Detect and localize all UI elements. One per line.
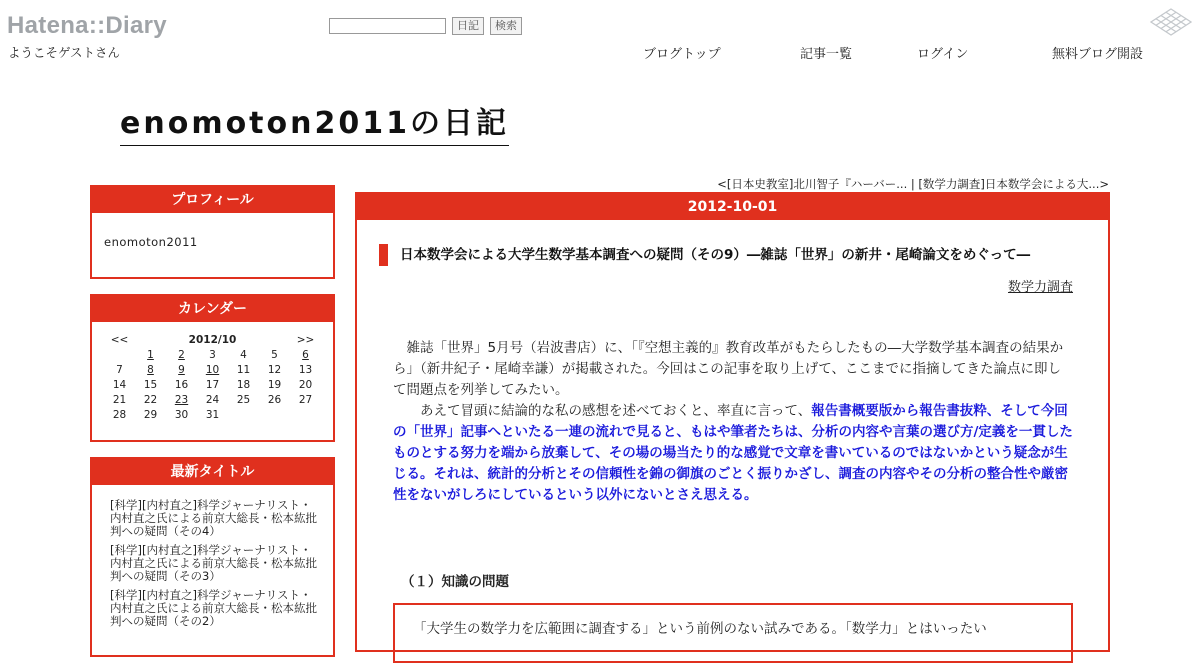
blog-title[interactable]: enomoton2011の日記 bbox=[120, 98, 509, 146]
calendar-day: 14 bbox=[112, 378, 127, 391]
calendar-day: 7 bbox=[116, 363, 123, 376]
nav-create-blog[interactable]: 無料ブログ開設 bbox=[1052, 47, 1144, 62]
entry-paragraph bbox=[393, 401, 1073, 506]
hatena-logo-icon[interactable] bbox=[1150, 8, 1192, 40]
recent-titles-heading: 最新タイトル bbox=[92, 459, 333, 485]
calendar-day: 11 bbox=[236, 363, 251, 376]
quote-text: 「大学生の数学力を広範囲に調査する」という前例のない試みである。「数学力」とはいったい bbox=[413, 621, 987, 637]
pager-separator: | bbox=[910, 177, 915, 191]
profile-user-link[interactable]: enomoton2011 bbox=[104, 235, 198, 249]
calendar-day: 19 bbox=[267, 378, 282, 391]
prev-entry-link[interactable]: <[日本史教室]北川智子『ハーバー... bbox=[717, 177, 908, 191]
calendar-day: 5 bbox=[271, 348, 278, 361]
calendar-day: 13 bbox=[298, 363, 313, 376]
calendar-empty-cell bbox=[228, 407, 259, 422]
calendar-prev-link[interactable]: << bbox=[110, 333, 129, 346]
calendar-day: 29 bbox=[143, 408, 158, 421]
calendar-day: 30 bbox=[174, 408, 189, 421]
calendar-day[interactable]: 1 bbox=[147, 348, 154, 361]
calendar-day: 21 bbox=[112, 393, 127, 406]
calendar-day: 4 bbox=[240, 348, 247, 361]
calendar-day: 12 bbox=[267, 363, 282, 376]
quote-box bbox=[393, 603, 1073, 663]
calendar-empty-cell bbox=[290, 407, 321, 422]
calendar-heading: カレンダー bbox=[92, 296, 333, 322]
recent-title-item[interactable]: [科学][内村直之]科学ジャーナリスト・内村直之氏による前京大総長・松本紘批判への疑問（その4） bbox=[110, 498, 317, 538]
calendar-day: 22 bbox=[143, 393, 158, 406]
calendar-day[interactable]: 23 bbox=[174, 393, 189, 406]
search-button[interactable]: 検索 bbox=[490, 17, 522, 35]
entry-date[interactable]: 2012-10-01 bbox=[357, 194, 1108, 220]
entry-panel bbox=[355, 192, 1110, 652]
calendar-day: 15 bbox=[143, 378, 158, 391]
calendar-day: 16 bbox=[174, 378, 189, 391]
calendar-empty-cell bbox=[259, 407, 290, 422]
calendar-table bbox=[104, 332, 321, 422]
calendar-day: 28 bbox=[112, 408, 127, 421]
entry-paragraph: 雑誌「世界」5月号（岩波書店）に、「『空想主義的』教育改革がもたらしたもの―大学数学基本調査の結果から」（新井紀子・尾崎幸謙）が掲載された。今回はこの記事を取り上げて、ここまでに指摘してきた論点に即して問題点を列挙してみたい。 bbox=[393, 340, 1064, 398]
entry-body bbox=[393, 338, 1073, 506]
entry-pager bbox=[717, 176, 1109, 192]
diary-button[interactable]: 日記 bbox=[452, 17, 484, 35]
calendar-day: 25 bbox=[236, 393, 251, 406]
calendar-day: 3 bbox=[209, 348, 216, 361]
calendar-day[interactable]: 10 bbox=[205, 363, 220, 376]
calendar-next-link[interactable]: >> bbox=[296, 333, 315, 346]
calendar-day: 27 bbox=[298, 393, 313, 406]
search-input[interactable] bbox=[329, 18, 446, 34]
calendar-empty-cell bbox=[104, 347, 135, 362]
calendar-day: 20 bbox=[298, 378, 313, 391]
profile-heading: プロフィール bbox=[92, 187, 333, 213]
next-entry-link[interactable]: [数学力調査]日本数学会による大...> bbox=[918, 177, 1109, 191]
search-bar bbox=[329, 17, 522, 35]
nav-login[interactable]: ログイン bbox=[917, 47, 969, 62]
section-heading: （１）知識の問題 bbox=[401, 574, 509, 590]
nav-blog-top[interactable]: ブログトップ bbox=[643, 47, 721, 62]
calendar-day: 31 bbox=[205, 408, 220, 421]
category-link[interactable]: 数学力調査 bbox=[1007, 280, 1073, 295]
calendar-day[interactable]: 6 bbox=[302, 348, 309, 361]
recent-title-item[interactable]: [科学][内村直之]科学ジャーナリスト・内村直之氏による前京大総長・松本紘批判への疑問（その2） bbox=[110, 588, 317, 628]
calendar-day[interactable]: 9 bbox=[178, 363, 185, 376]
welcome-text: ようこそゲストさん bbox=[8, 45, 121, 60]
calendar-day: 17 bbox=[205, 378, 220, 391]
emphasized-text: 報告書概要版から報告書抜粋、そして今回の「世界」記事へといたる一連の流れで見ると、もはや筆者たちは、分析の内容や言葉の選び方/定義を一貫したものとする努力を端から放棄して、その場の場当たり的な感覚で文章を書いているのではないかという疑念が生じる。それは、統計的分析とその信頼性を錦の御旗のごとく振りかざし、調査の内容やその分析の整合性や厳密性をないがしろにしているという以外にないとさえ思える。 bbox=[393, 403, 1073, 503]
calendar-day: 18 bbox=[236, 378, 251, 391]
recent-titles-panel bbox=[90, 457, 335, 657]
profile-panel bbox=[90, 185, 335, 279]
entry-title[interactable]: 日本数学会による大学生数学基本調査への疑問（その9）―雑誌「世界」の新井・尾崎論文をめぐって― bbox=[379, 244, 1030, 266]
recent-title-item[interactable]: [科学][内村直之]科学ジャーナリスト・内村直之氏による前京大総長・松本紘批判への疑問（その3） bbox=[110, 543, 317, 583]
paragraph-text: あえて冒頭に結論的な私の感想を述べておくと、率直に言って、 bbox=[393, 403, 812, 419]
hatena-diary-logo[interactable]: Hatena::Diary bbox=[7, 12, 167, 39]
calendar-day: 26 bbox=[267, 393, 282, 406]
nav-article-list[interactable]: 記事一覧 bbox=[800, 47, 853, 62]
calendar-month[interactable]: 2012/10 bbox=[188, 333, 237, 346]
calendar-day: 24 bbox=[205, 393, 220, 406]
calendar-day[interactable]: 2 bbox=[178, 348, 185, 361]
calendar-day[interactable]: 8 bbox=[147, 363, 154, 376]
calendar-panel bbox=[90, 294, 335, 442]
